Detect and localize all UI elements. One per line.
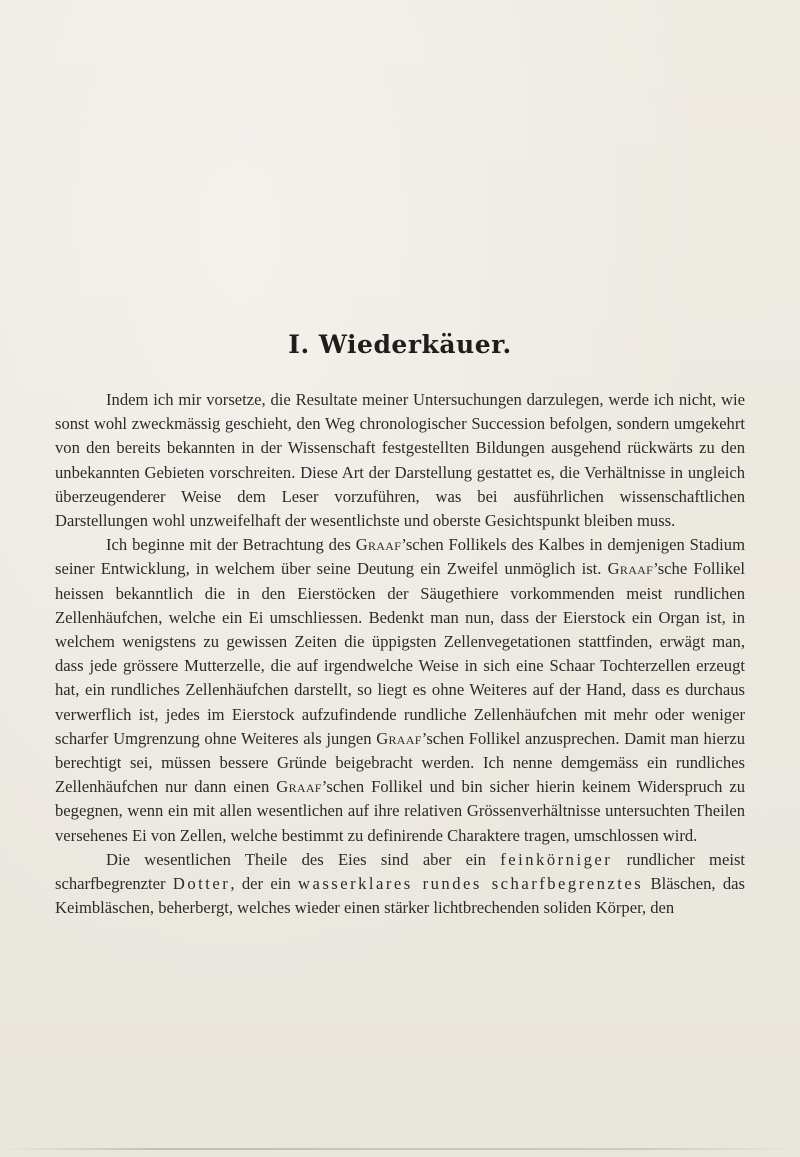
author-name-graaf: Graaf (276, 777, 322, 797)
body-text (55, 388, 745, 920)
author-name-graaf: Graaf (355, 535, 402, 555)
paragraph-1 (55, 388, 745, 533)
chapter-heading: I. Wiederkäuer. (288, 330, 512, 359)
text-run: ’schen Follikel und bin sicher hierin keinem Widerspruch zu begegnen, wenn ein mit allen wesentlichen auf ihre relativen Grössenverhältnisse untersuchten Theilen versehenes Ei von Zellen, welche bestimmt zu definirende Charaktere tragen, umschlossen wird. (55, 777, 745, 845)
text-run: ’sche Follikel heissen bekanntlich die in den Eierstöcken der Säugethiere vorkommenden meist rundlichen Zellenhäufchen, welche ein Ei umschliessen. Bedenkt man nun, dass der Eierstock ein Organ ist, in welchem wenigstens zu gewissen Zeiten die üppigsten Zellenvegetationen stattfinden, erwägt man, dass jede grössere Mutterzelle, die auf irgendwelche Weise in sich eine Schaar Tochterzellen erzeugt hat, ein rundliches Zellenhäufchen darstellt, so liegt es ohne Weiteres auf der Hand, dass es durchaus verwerflich ist, jedes im Eierstock aufzufindende rundliche Zellenhäufchen mit mehr oder weniger scharfer Umgrenzung ohne Weiteres als jungen (55, 559, 745, 748)
paragraph-3 (55, 848, 745, 921)
text-run: Bläschen, das Keimbläschen, beherbergt, welches wieder einen stärker lichtbrechenden soliden Körper, den (55, 874, 745, 918)
text-run: , der ein (230, 874, 298, 894)
text-run: Indem ich mir vorsetze, die Resultate meiner Untersuchungen darzulegen, werde ich nicht, wie sonst wohl zweckmässig geschieht, den Weg chronologischer Succession befolgen, sondern umgekehrt von den bereits bekannten in der Wissenschaft festgestellten Bildungen ausgehend rückwärts zu den unbekannten Gebieten vorschreiten. Diese Art der Darstellung gestattet es, die Verhältnisse in ungleich überzeugenderer Weise dem Leser vorzuführen, was bei ausführlichen wissenschaftlichen Darstellungen wohl unzweifelhaft der wesentlichste und oberste Gesichtspunkt bleiben muss. (55, 390, 745, 531)
text-run: Ich beginne mit der Betrachtung des (106, 535, 356, 555)
text-run: ’schen Follikel anzusprechen. Damit man hierzu berechtigt sei, müssen bessere Gründe beigebracht werden. Ich nenne demgemäss ein rundliches Zellenhäufchen nur dann einen (55, 728, 745, 797)
text-run: Die wesentlichen Theile des Eies sind aber ein (106, 849, 501, 869)
text-run: rundlicher meist scharfbegrenzter (55, 849, 746, 894)
emphasized-term: wasserklares rundes scharfbegrenztes (297, 874, 644, 894)
author-name-graaf: Graaf (376, 728, 422, 748)
emphasized-term: feinkörniger (500, 849, 613, 869)
emphasized-term: Dotter (172, 874, 231, 894)
text-run: ’schen Follikels des Kalbes in demjenigen Stadium seiner Entwicklung, in welchem über seine Deutung ein Zweifel unmöglich ist. (55, 535, 745, 579)
page-edge-shadow (0, 1148, 800, 1150)
author-name-graaf: Graaf (607, 559, 654, 579)
paragraph-2 (55, 533, 745, 848)
